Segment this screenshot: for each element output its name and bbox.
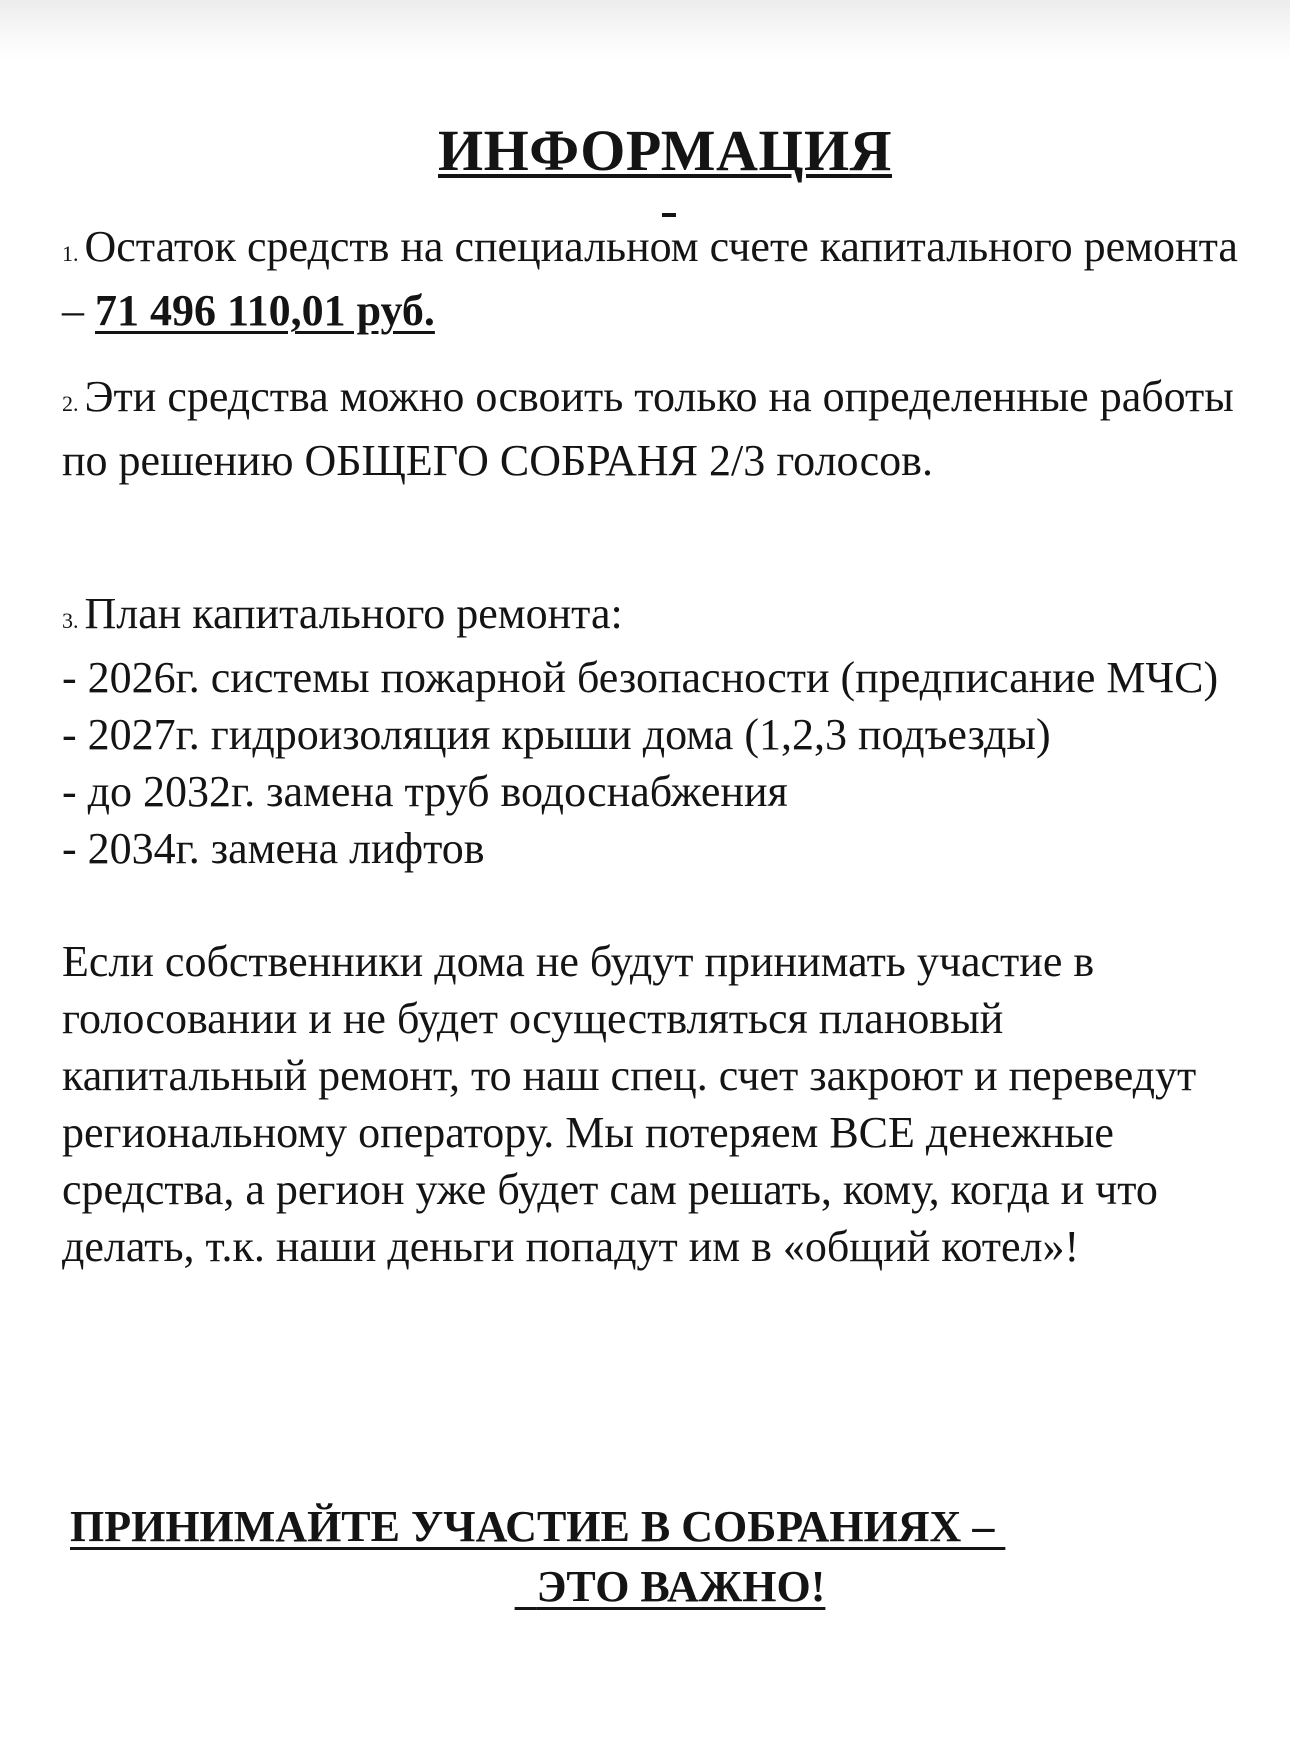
plan-item-2027: - 2027г. гидроизоляция крыши дома (1,2,3 подъезды) — [62, 710, 1051, 759]
callout-line-2 — [150, 1557, 1190, 1617]
top-shade — [0, 0, 1290, 60]
item-2-number: 2. — [62, 391, 79, 416]
plan-item-2026: - 2026г. системы пожарной безопасности (предписание МЧС) — [62, 653, 1219, 702]
item-2-text: Эти средства можно освоить только на определенные работы по решению ОБЩЕГО СОБРАНЯ 2/3 голосов. — [62, 372, 1234, 485]
plan-item-2032: - до 2032г. замена труб водоснабжения — [62, 767, 788, 816]
plan-item-2034: - 2034г. замена лифтов — [62, 824, 485, 873]
item-3-heading-line — [62, 585, 1242, 649]
item-3-number: 3. — [62, 608, 79, 633]
callout — [70, 1497, 1190, 1617]
item-3-block — [62, 585, 1242, 877]
item-3-heading: План капитального ремонта: — [84, 589, 623, 638]
item-1-number: 1. — [62, 241, 79, 266]
document-title: ИНФОРМАЦИЯ — [438, 118, 892, 183]
item-2-paragraph — [62, 368, 1242, 489]
dash-mark — [662, 213, 676, 217]
warning-paragraph: Если собственники дома не будут принимать участие в голосовании и не будет осуществляться плановый капитальный ремонт, то наш спец. счет закроют и переведут региональному оператору. Мы потеряем ВСЕ денежные средства, а регион уже будет сам решать, кому, когда и что делать, т.к. наши деньги попадут им в «общий котел»! — [62, 937, 1197, 1271]
callout-line-1: ПРИНИМАЙТЕ УЧАСТИЕ В СОБРАНИЯХ – — [70, 1502, 1006, 1551]
callout-line-2-text: ЭТО ВАЖНО! — [536, 1562, 826, 1611]
item-1-paragraph — [62, 218, 1242, 339]
item-1-text: Остаток средств на специальном счете капитального ремонта – — [62, 222, 1238, 335]
balance-amount: 71 496 110,01 руб. — [95, 286, 435, 335]
